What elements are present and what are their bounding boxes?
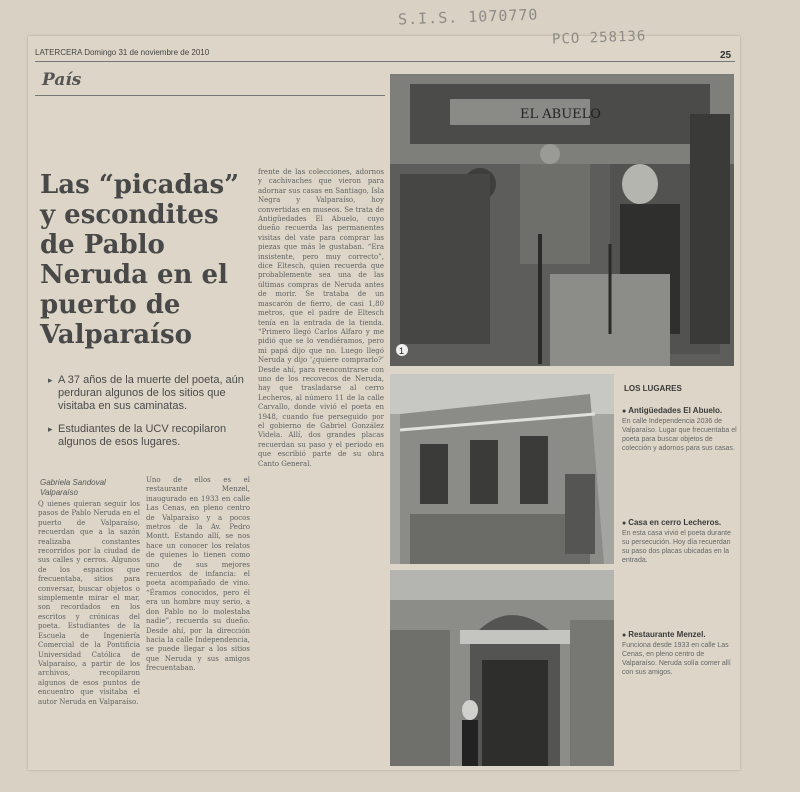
article-headline: Las “picadas” y escondites de Pablo Neruda en el puerto de Valparaíso <box>40 170 240 350</box>
place-1-title: ● Antigüedades El Abuelo. <box>622 406 738 416</box>
place-item-1 <box>622 406 738 453</box>
place-2-title: ● Casa en cerro Lecheros. <box>622 518 738 528</box>
article-column-2: Uno de ellos es el restaurante Menzel, inaugurado en 1933 en calle Las Cenas, en pleno centro de Valparaíso y a pocos metros de la Av. Pedro Montt. Estando allí, se nos hace un conocer los relatos de quienes lo tienen como uno de sus mejores recuerdos de infancia: el poeta acompañado de vino. “Éramos conocidos, pero él era un hombre muy serio, a don Pablo no lo molestaba nadie”, recuerda su dueño. Desde ahí, por la dirección hacia la calle Independencia, se puede llegar a los sitios que Neruda y sus amigos frecuentaban. <box>146 476 250 673</box>
photo-1-number: 1 <box>399 346 405 356</box>
place-3-title: ● Restaurante Menzel. <box>622 630 738 640</box>
byline <box>40 478 106 498</box>
article-summary <box>48 374 248 459</box>
page-number: 25 <box>720 50 732 61</box>
section-label: País <box>42 70 82 90</box>
photo-house-facade <box>390 374 614 564</box>
masthead: LATERCERA Domingo 31 de noviembre de 2010 <box>35 48 210 57</box>
author-location: Valparaíso <box>40 488 78 497</box>
place-1-text: En calle Independencia 2036 de Valparaíso. Lugar que frecuentaba el poeta para buscar objetos de colección y adornos para sus casas. <box>622 418 737 452</box>
place-3-text: Funciona desde 1933 en calle Las Cenas, en pleno centro de Valparaíso. Neruda solía comer allí con sus amigos. <box>622 642 731 676</box>
summary-bullet-2: ▸ Estudiantes de la UCV recopilaron algunos de esos lugares. <box>48 423 248 449</box>
archive-code-2: PCO 258136 <box>551 28 647 48</box>
section-rule <box>35 95 385 96</box>
author-name: Gabriela Sandoval <box>40 478 106 487</box>
place-item-2 <box>622 518 738 565</box>
photo-antique-shop <box>390 74 734 366</box>
photo-restaurant <box>390 570 614 766</box>
summary-bullet-1: ▸ A 37 años de la muerte del poeta, aún perduran algunos de los sitios que visitaba en sus caminatas. <box>48 374 248 413</box>
place-item-3 <box>622 630 738 677</box>
header-rule <box>35 61 735 62</box>
photo-1-shop-sign: EL ABUELO <box>520 107 601 122</box>
places-heading: LOS LUGARES <box>624 384 682 393</box>
archive-code-1: S.I.S. 1070770 <box>397 5 539 29</box>
article-column-3: frente de las colecciones, adornos y cachivaches que vieron para adornar sus casas en Santiago, Isla Negra y Valparaíso, hoy convertidas en museos. Se trata de Antigüedades El Abuelo, cuyo dueño recuerda las permanentes visitas del vate para comprar las piezas que más le gustaban. “Era insistente, pero muy correcto”, dice Eltesch, quien recuerda que probablemente sea una de las últimas compras de Neruda antes de morir. Se trataba de un mascarón de fierro, de casi 1,80 metros, que el padre de Eltesch tenía en la entrada de la tienda. “Primero llegó Carlos Alfaro y me pidió que se lo vendiéramos, pero mi papá dijo que no. Luego llegó Neruda y dijo ‘¿quiere comprarlo?’ Desde ahí, para reencontrarse con uno de los recovecos de Neruda, hay que trasladarse al cerro Lecheros, al número 11 de la calle Carvallo, donde vivió el poeta en 1948, cuando fue perseguido por el gobierno de Gabriel González Videla. Allí, dos grandes placas recuerdan su paso y el periodo en que escribió parte de su obra Canto General. <box>258 168 384 468</box>
article-column-1: Q uienes quieran seguir los pasos de Pablo Neruda en el puerto de Valparaíso, recuerdan que a la sazón realizaba constantes recorridos por la ciudad de sus calles y cerros. Algunos de los espacios que frecuentaba, sitios para conversar, buscar objetos o simplemente mirar el mar, son recordados en los escritos y crónicas del poeta. Estudiantes de la Escuela de Ingeniería Comercial de la Pontificia Universidad Católica de Valparaíso, a partir de los archivos, recopilaron algunos de esos puntos de encuentro que visitaba el autor Neruda en Valparaíso. <box>38 500 140 706</box>
place-2-text: En esta casa vivió el poeta durante su persecución. Hoy día recuerdan su paso dos placas ubicadas en la entrada. <box>622 530 731 564</box>
